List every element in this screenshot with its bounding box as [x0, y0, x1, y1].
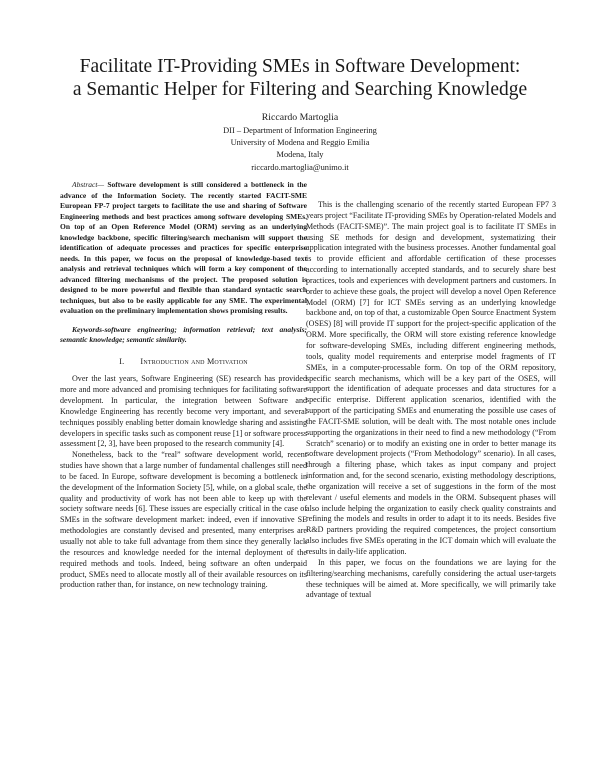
left-column — [60, 180, 307, 591]
keywords-label: Keywords- — [72, 324, 105, 334]
right-column — [306, 200, 556, 601]
author-block — [150, 111, 450, 174]
keywords — [60, 325, 307, 346]
paper-title — [40, 55, 560, 101]
body-paragraph: Over the last years, Software Engineering (SE) research has provided more and more advanced and promising techniques for facilitating software development. In particular, the integration between Software and Knowledge Engineering has recently become very important, and several techniques possibly enabling better domain knowledge sharing and assisting developers in specific tasks such as component reuse [1] or software process assessment [2, 3], have been proposed to the research community [4]. — [60, 374, 307, 449]
section-title: Introduction and Motivation — [140, 356, 248, 366]
keywords-text: software engineering; information retrieval; text analysis; semantic knowledge; semantic similarity. — [60, 324, 307, 344]
author-name: Riccardo Martoglia — [261, 112, 339, 123]
affiliation-university: University of Modena and Reggio Emilia — [230, 138, 370, 148]
author-email: riccardo.martoglia@unimo.it — [251, 162, 349, 172]
title-line-1: Facilitate IT-Providing SMEs in Software Development: — [79, 56, 521, 77]
affiliation-department: DII – Department of Information Engineering — [223, 126, 377, 135]
abstract-text: Software development is still considered a bottleneck in the advance of the Information Society. The recently started FACIT-SME European FP-7 project targets to facilitate the use and sharing of Software Engineering methods and best practices among software developing SMEs. On top of an Open Reference Model (ORM) serving as an underlying knowledge backbone, specific filtering/search mechanism will support the identification of adequate processes and practices for specific enterprise needs. In this paper, we focus on the proposal of knowledge-based text analysis and retrieval techniques which will form a key component of the advanced filtering mechanisms of the project. The proposed solution is designed to be more powerful and flexible than standard syntactic search techniques, but also to be easily applicable for any SME. The experimental evaluation on the preliminary implementation shows promising results. — [60, 180, 307, 315]
affiliation-location: Modena, Italy — [276, 150, 324, 160]
body-paragraph: Nonetheless, back to the “real” software development world, recent studies have shown that a large number of fundamental challenges still need to be faced. In Europe, software development is becoming a bottleneck in the development of the Information Society [5], while, on a global scale, the quality and productivity of work has not been able to keep up with the society software needs [6]. These issues are especially critical in the case of SMEs in the software development market: indeed, even if innovative SE methodologies are constantly devised and presented, many enterprises are usually not able to take full advantage from them since they generally lack the resources and knowledge needed for the internal deployment of the required methods and tools. Indeed, being software an often underpaid product, SMEs need to allocate mostly all of their available resources on its production rather than, for instance, on new technology training. — [60, 450, 307, 590]
body-paragraph: This is the challenging scenario of the recently started European FP7 3 years project “Facilitate IT-providing SMEs by Operation-related Models and Methods (FACIT-SME)”. The main project goal is to facilitate IT SMEs in using SE methods for design and development, systematizing their application integrated with the business processes. Another fundamental goal is to provide efficient and affordable certification of these processes according to internationally accepted standards, and to securely share best practices, tools and experiences with development partners and customers. In order to achieve these goals, the project will develop a novel Open Reference Model (ORM) [7] for ICT SMEs serving as an underlying knowledge backbone and, on top of that, a customizable Open Source Enactment System (OSES) [8] will provide IT support for the project-specific application of the ORM. More specifically, the ORM will store existing reference knowledge for software-developing SMEs, including different engineering methods, tools, quality model requirements and enterprise model fragments of IT SMEs, in a computer-processable form. On top of the ORM repository, specific search mechanisms, which will be a key part of the OSES, will support the identification of adequate processes and data structures for a specific enterprise. Different application scenarios, identified with the support of the participating SMEs and enumerating the possible use cases of the FACIT-SME solution, will be dealt with. The most notable ones include supporting the organizations in their need to find a new methodology (“From Scratch” scenario) or to modify an existing one in order to better manage its software development projects (“From Methodology” scenario). In all cases, through a filtering phase, which takes as input company and project information and, for the second scenario, existing methodology descriptions, the organization will receive a set of suggestions in the form of the most relevant / useful elements and models in the ORM. Subsequent phases will also include helping the organization to easily check quality constraints and refining the models and results in order to adapt it to its needs. Besides five R&D partners providing the required competences, the project consortium also includes five SMEs operating in the ICT domain which will evaluate the results in daily-life application. — [306, 200, 556, 556]
abstract — [60, 180, 307, 317]
title-line-2: a Semantic Helper for Filtering and Searching Knowledge — [72, 79, 528, 100]
section-number: I. — [119, 356, 125, 366]
abstract-label: Abstract— — [72, 180, 105, 189]
body-paragraph: In this paper, we focus on the foundations we are laying for the filtering/searching mechanisms, carefully considering the actual user-targets these techniques will be aimed at. More specifically, we will primarily take advantage of textual — [306, 557, 556, 600]
section-heading — [60, 357, 307, 368]
